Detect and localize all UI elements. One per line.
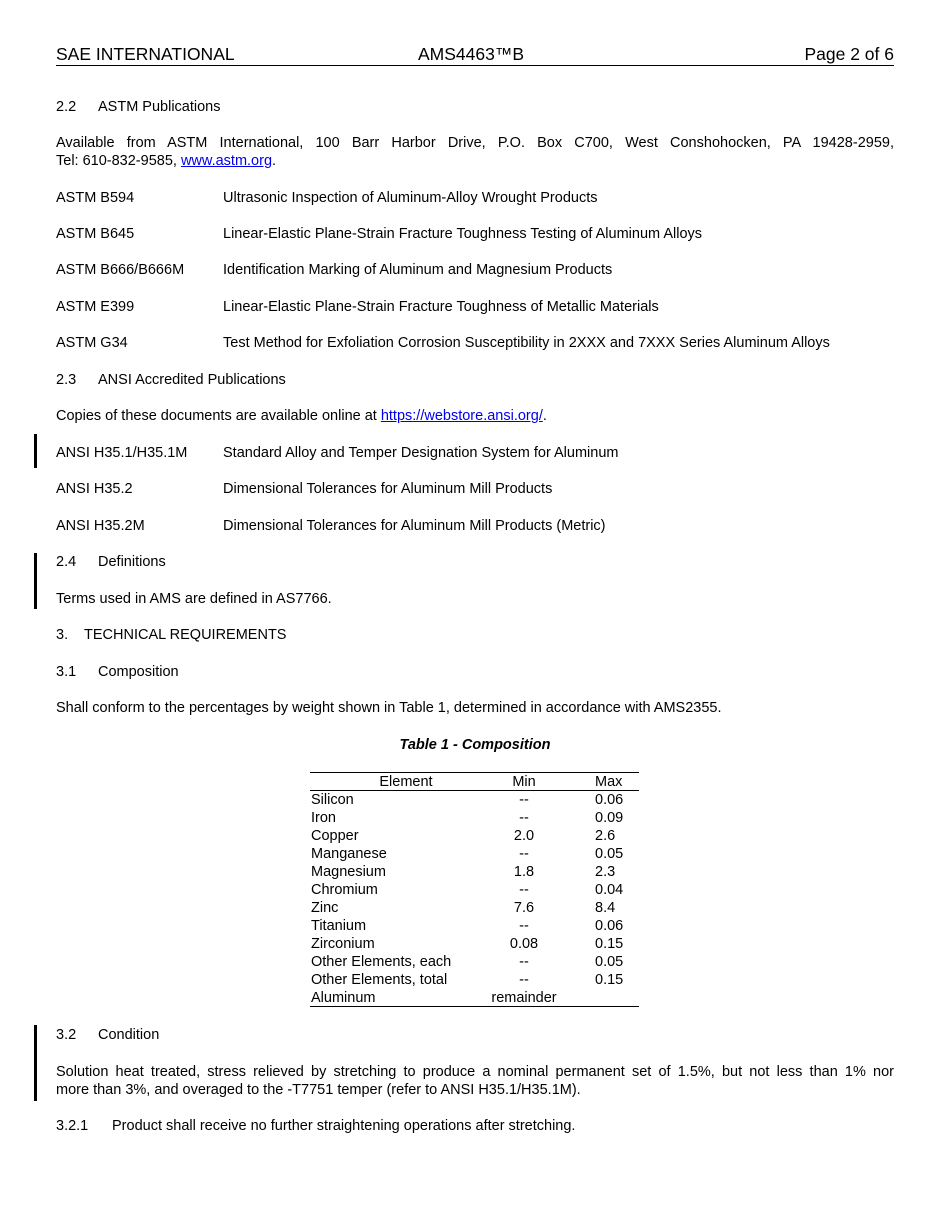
- reference-title: Identification Marking of Aluminum and Magnesium Products: [223, 262, 613, 278]
- cell-element: Iron: [311, 810, 336, 826]
- section-title: Composition: [98, 664, 179, 680]
- condition-text-line2: more than 3%, and overaged to the -T7751 temper (refer to ANSI H35.1/H35.1M).: [56, 1082, 581, 1098]
- reference-code: ASTM B645: [56, 226, 135, 242]
- ansi-webstore-link[interactable]: https://webstore.ansi.org/: [380, 408, 543, 424]
- reference-title: Test Method for Exfoliation Corrosion Susceptibility in 2XXX and 7XXX Series Aluminum Alloys: [223, 335, 830, 351]
- section-title: Definitions: [98, 554, 166, 570]
- cell-min: 7.6: [513, 900, 535, 916]
- cell-min: --: [519, 882, 529, 898]
- condition-text-line1: Solution heat treated, stress relieved by stretching to produce a nominal permanent set of 1.5%, but not less than 1% nor: [56, 1064, 894, 1080]
- cell-min: --: [519, 918, 529, 934]
- cell-element: Zinc: [311, 900, 339, 916]
- table-row: [310, 881, 639, 899]
- header-org: SAE INTERNATIONAL: [56, 44, 235, 64]
- table-row: [310, 809, 639, 827]
- period: .: [272, 153, 277, 169]
- reference-code: ANSI H35.2M: [56, 518, 145, 534]
- astm-availability-line1: Available from ASTM International, 100 Barr Harbor Drive, P.O. Box C700, West Conshohocken, PA 19428-2959,: [56, 135, 894, 151]
- cell-max: 0.04: [595, 882, 624, 898]
- cell-element: Zirconium: [311, 936, 375, 952]
- cell-element: Magnesium: [311, 864, 386, 880]
- paragraph-text: Product shall receive no further straightening operations after stretching.: [112, 1118, 576, 1134]
- section-3-1-heading: [56, 663, 894, 681]
- cell-element: Chromium: [311, 882, 378, 898]
- cell-element: Silicon: [311, 792, 354, 808]
- cell-max: 0.15: [595, 972, 624, 988]
- section-number: 3.: [56, 627, 69, 643]
- cell-element: Titanium: [311, 918, 367, 934]
- section-number: 3.1: [56, 664, 77, 680]
- reference-title: Ultrasonic Inspection of Aluminum-Alloy Wrought Products: [223, 190, 598, 206]
- cell-min: --: [519, 810, 529, 826]
- change-bar: [34, 434, 37, 468]
- reference-title: Linear-Elastic Plane-Strain Fracture Toughness of Metallic Materials: [223, 299, 659, 315]
- period: .: [542, 408, 547, 424]
- table-caption: Table 1 - Composition: [399, 737, 551, 753]
- header-element: Element: [379, 774, 433, 790]
- section-number: 2.2: [56, 99, 77, 115]
- reference-title: Dimensional Tolerances for Aluminum Mill Products: [223, 481, 553, 497]
- astm-tel: Tel: 610-832-9585,: [56, 153, 181, 169]
- reference-code: ASTM G34: [56, 335, 128, 351]
- section-number: 3.2: [56, 1027, 77, 1043]
- section-title: Condition: [98, 1027, 160, 1043]
- cell-min: 0.08: [509, 936, 539, 952]
- cell-min: --: [519, 792, 529, 808]
- table-rule: [310, 1006, 639, 1007]
- change-bar: [34, 1025, 37, 1101]
- table-row: [310, 899, 639, 917]
- header-doc-id: AMS4463™B: [418, 44, 525, 64]
- section-number: 2.3: [56, 372, 77, 388]
- cell-element: Aluminum: [311, 990, 376, 1006]
- section-number: 2.4: [56, 554, 77, 570]
- cell-max: 0.05: [595, 846, 624, 862]
- ansi-availability-line: [56, 407, 894, 425]
- cell-max: 0.15: [595, 936, 624, 952]
- section-3-2-1-para: [56, 1117, 894, 1135]
- change-bar: [34, 553, 37, 609]
- cell-max: 2.3: [595, 864, 616, 880]
- reference-code: ASTM B666/B666M: [56, 262, 185, 278]
- table-row: [310, 791, 639, 809]
- cell-min: --: [519, 954, 529, 970]
- header-max: Max: [595, 774, 623, 790]
- cell-max: 0.06: [595, 792, 624, 808]
- header-min: Min: [512, 774, 536, 790]
- reference-code: ANSI H35.1/H35.1M: [56, 445, 188, 461]
- section-title: ASTM Publications: [98, 99, 221, 115]
- cell-element: Other Elements, each: [311, 954, 452, 970]
- table-row: [310, 971, 639, 989]
- composition-text: Shall conform to the percentages by weight shown in Table 1, determined in accordance with AMS2355.: [56, 700, 722, 716]
- cell-max: 2.6: [595, 828, 616, 844]
- cell-min: remainder: [491, 990, 557, 1006]
- table-row: [310, 863, 639, 881]
- reference-code: ASTM B594: [56, 190, 135, 206]
- reference-title: Standard Alloy and Temper Designation System for Aluminum: [223, 445, 619, 461]
- table-header-row: [310, 773, 639, 791]
- cell-element: Other Elements, total: [311, 972, 448, 988]
- cell-max: 0.09: [595, 810, 624, 826]
- reference-code: ASTM E399: [56, 299, 135, 315]
- cell-element: Copper: [311, 828, 359, 844]
- table-row: [310, 935, 639, 953]
- section-2-3-heading: [56, 371, 894, 389]
- section-title: TECHNICAL REQUIREMENTS: [84, 627, 287, 643]
- table-row: [310, 827, 639, 845]
- cell-min: --: [519, 846, 529, 862]
- reference-title: Dimensional Tolerances for Aluminum Mill Products (Metric): [223, 518, 606, 534]
- section-3-heading: [56, 626, 894, 644]
- cell-max: 8.4: [595, 900, 616, 916]
- cell-max: 0.05: [595, 954, 624, 970]
- definitions-text: Terms used in AMS are defined in AS7766.: [56, 591, 332, 607]
- reference-code: ANSI H35.2: [56, 481, 133, 497]
- cell-min: 2.0: [513, 828, 535, 844]
- cell-element: Manganese: [311, 846, 387, 862]
- cell-min: --: [519, 972, 529, 988]
- reference-title: Linear-Elastic Plane-Strain Fracture Toughness Testing of Aluminum Alloys: [223, 226, 703, 242]
- ansi-copies-text: Copies of these documents are available online at: [56, 408, 381, 424]
- table-row: [310, 953, 639, 971]
- table-row: [310, 989, 639, 1007]
- section-3-2-heading: [56, 1026, 894, 1044]
- table-row: [310, 917, 639, 935]
- section-title: ANSI Accredited Publications: [98, 372, 286, 388]
- cell-min: 1.8: [513, 864, 535, 880]
- astm-availability-line2: [56, 152, 894, 170]
- section-2-2-heading: [56, 98, 894, 116]
- running-header: [56, 44, 894, 66]
- section-2-4-heading: [56, 553, 894, 571]
- header-page-number: Page 2 of 6: [804, 44, 894, 64]
- cell-max: 0.06: [595, 918, 624, 934]
- section-number: 3.2.1: [56, 1118, 89, 1134]
- astm-website-link[interactable]: www.astm.org: [180, 153, 273, 169]
- table-row: [310, 845, 639, 863]
